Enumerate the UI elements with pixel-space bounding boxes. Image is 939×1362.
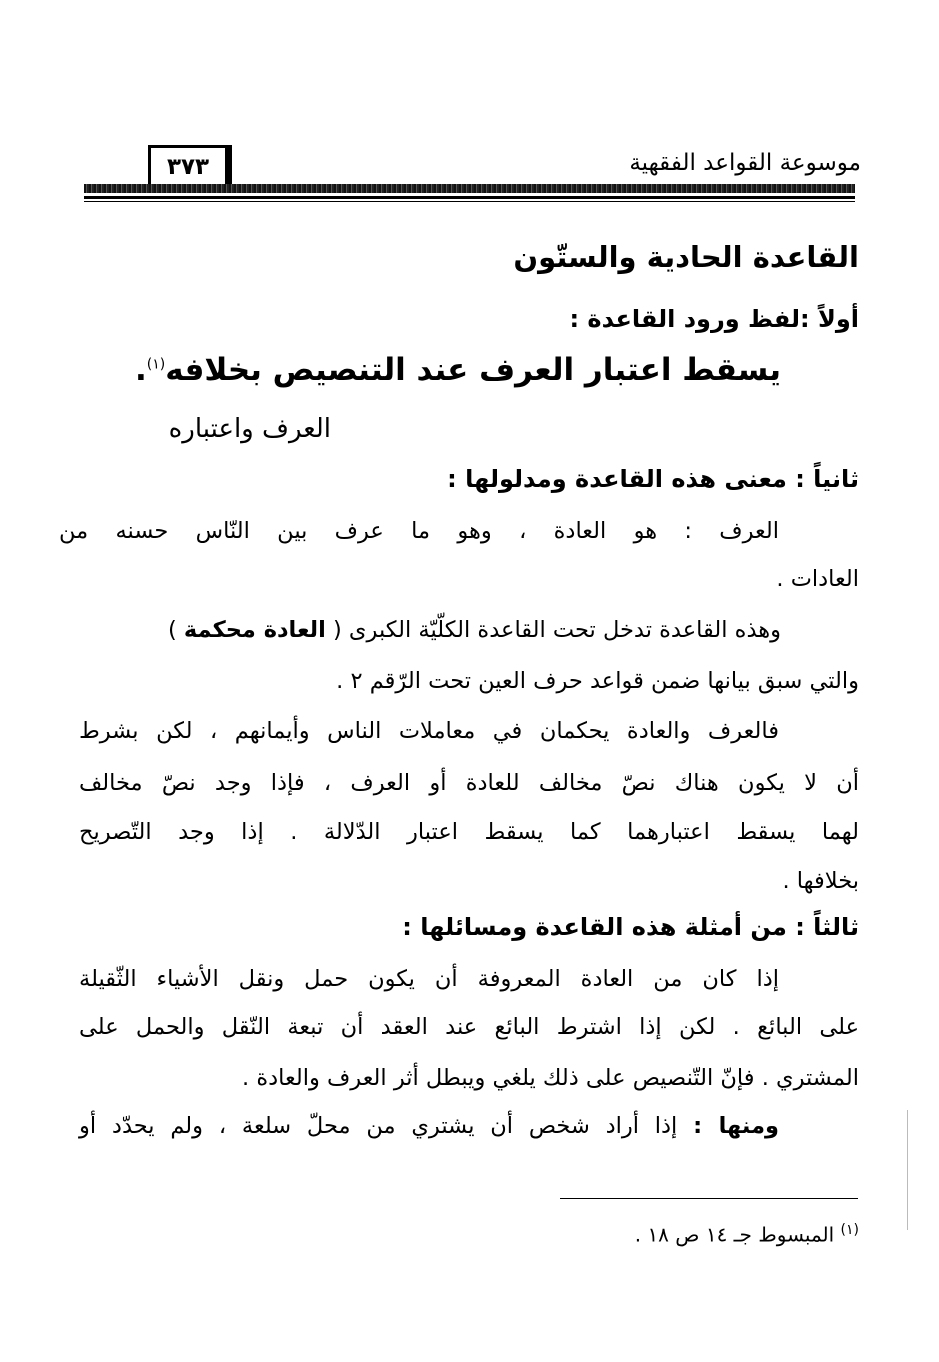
paragraph-2-line-2: والتي سبق بيانها ضمن قواعد حرف العين تحت الرّقم ٢ . (336, 668, 859, 694)
paragraph-5-lead: ومنها : (693, 1113, 780, 1139)
paragraph-3-line-1: فالعرف والعادة يحكمان في معاملات الناس وأيمانهم ، لكن بشرط (79, 718, 779, 744)
paragraph-2-line-1 (168, 617, 781, 643)
footnote (635, 1222, 859, 1247)
page-number: ٣٧٣ (166, 153, 210, 180)
paragraph-5-text: إذا أراد شخص أن يشتري من محلّ سلعة ، ولم يحدّد أو (79, 1113, 678, 1139)
paragraph-2-text-a: وهذه القاعدة تدخل تحت القاعدة الكلّيّة الكبرى ( (333, 617, 781, 643)
header-rule-hairline (84, 201, 855, 202)
section-heading-2: ثانياً : معنى هذه القاعدة ومدلولها : (447, 465, 859, 493)
paragraph-3-line-2: أن لا يكون هناك نصّ مخالف للعادة أو العرف ، فإذا وجد نصّ مخالف (79, 770, 859, 796)
rule-title: القاعدة الحادية والستّون (513, 240, 859, 274)
paragraph-1-line-2: العادات . (776, 566, 859, 592)
paragraph-2-text-b: ) (167, 617, 177, 643)
rule-statement-end: . (135, 352, 147, 388)
paragraph-3-line-4: بخلافها . (782, 868, 859, 894)
paragraph-1-line-1: العرف : هو العادة ، وهو ما عرف بين النّاس حسنه من (59, 518, 779, 544)
header-rule-thick (84, 184, 855, 193)
rule-statement (135, 352, 781, 388)
section-heading-1: أولاً :لفظ ورود القاعدة : (569, 305, 859, 333)
scan-margin-mark (907, 1110, 908, 1230)
footnote-separator (560, 1198, 858, 1199)
running-title: موسوعة القواعد الفقهية (629, 150, 861, 176)
paragraph-5-line-1 (79, 1113, 779, 1139)
footnote-text: المبسوط جـ ١٤ ص ١٨ . (634, 1222, 835, 1247)
footnote-marker: (١) (840, 1222, 859, 1238)
section-heading-3: ثالثاً : من أمثلة هذه القاعدة ومسائلها : (402, 913, 859, 941)
paragraph-3-line-3: لهما يسقط اعتبارهما كما يسقط اعتبار الدّلالة . إذا وجد التّصريح (79, 819, 859, 845)
paragraph-4-line-2: على البائع . لكن إذا اشترط البائع عند العقد أن تبعة النّقل والحمل على (79, 1014, 859, 1040)
footnote-ref[interactable]: (١) (146, 356, 166, 373)
page-number-box (148, 145, 232, 189)
paragraph-4-line-1: إذا كان من العادة المعروفة أن يكون حمل ونقل الأشياء الثّقيلة (79, 966, 779, 992)
paragraph-2-bold-rule: العادة محكمة (183, 617, 326, 643)
rule-statement-text: يسقط اعتبار العرف عند التنصيص بخلافه (165, 352, 781, 388)
rule-subtitle: العرف واعتباره (168, 414, 331, 444)
header-rule-thin (84, 196, 855, 199)
paragraph-4-line-3: المشتري . فإنّ التّنصيص على ذلك يلغي ويبطل أثر العرف والعادة . (242, 1065, 859, 1091)
